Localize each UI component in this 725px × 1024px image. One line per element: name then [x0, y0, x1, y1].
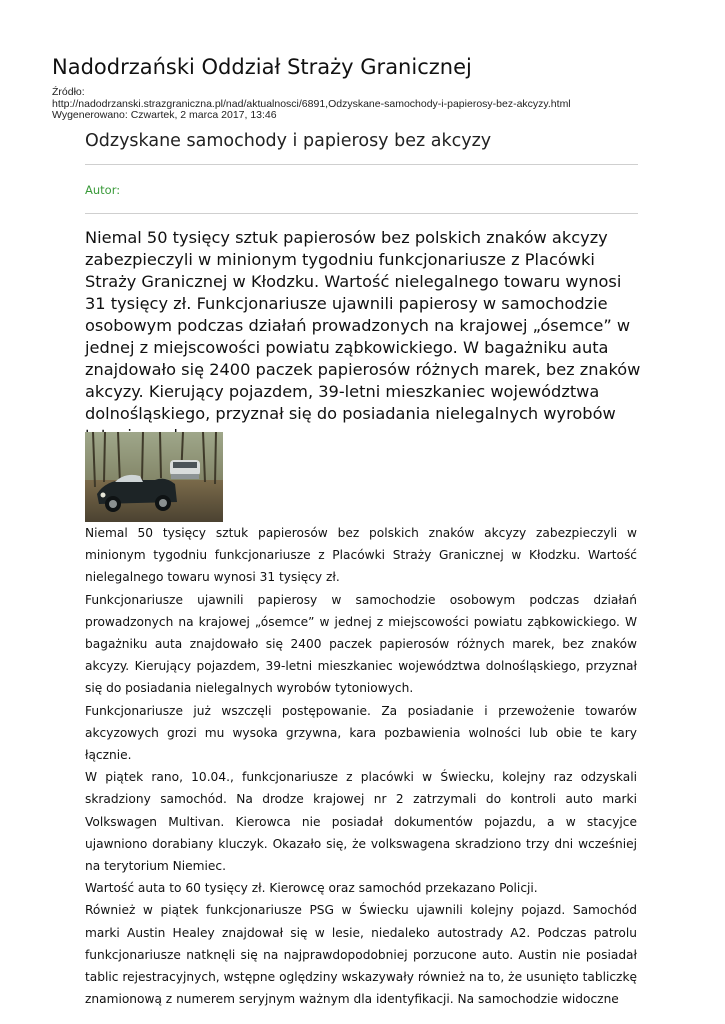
article-paragraph: W piątek rano, 10.04., funkcjonariusze z placówki w Świecku, kolejny raz odzyskali skradziony samochód. Na drodze krajowej nr 2 zatrzymali do kontroli auto marki Volkswagen Multivan. Kierowca nie posiadał dokumentów pojazdu, a w stacyjce ujawniono dorabiany kluczyk. Okazało się, że volkswagena skradziono trzy dni wcześniej na terytorium Niemiec. [85, 770, 637, 874]
article-lead: Niemal 50 tysięcy sztuk papierosów bez polskich znaków akcyzy zabezpieczyli w minionym tygodniu funkcjonariusze z Placówki Straży Granicznej w Kłodzku. Wartość nielegalnego towaru wynosi 31 tysięcy zł. Funkcjonariusze ujawnili papierosy w samochodzie osobowym podczas działań prowadzonych na krajowej „ósemce” w jednej z miejscowości powiatu ząbkowickiego. W bagażniku auta znajdowało się 2400 paczek papierosów różnych marek, bez znaków akcyzy. Kierujący pojazdem, 39-letni mieszkaniec województwa dolnośląskiego, przyznał się do posiadania nielegalnych wyrobów [85, 228, 641, 423]
divider [85, 164, 638, 165]
site-title: Nadodrzański Oddział Straży Granicznej [52, 55, 472, 79]
article-paragraph: Niemal 50 tysięcy sztuk papierosów bez polskich znaków akcyzy zabezpieczyli w minionym tygodniu funkcjonariusze z Placówki Straży Granicznej w Kłodzku. Wartość nielegalnego towaru wynosi 31 tysięcy zł. [85, 526, 637, 585]
source-label: Źródło: [52, 86, 85, 98]
generated-date: Wygenerowano: Czwartek, 2 marca 2017, 13:46 [52, 109, 277, 121]
article-body [85, 522, 637, 1010]
article-paragraph: Funkcjonariusze już wszczęli postępowanie. Za posiadanie i przewożenie towarów akcyzowych grozi mu wysoka grzywna, kara pozbawienia wolności lub obie te kary łącznie. [85, 703, 637, 763]
author-label: Autor: [85, 183, 121, 197]
document-meta [52, 87, 571, 122]
article-paragraph: Również w piątek funkcjonariusze PSG w Świecku ujawnili kolejny pojazd. Samochód marki Austin Healey znajdował się w lesie, niedaleko autostrady A2. Podczas patrolu funkcjonariusze natknęli się na najprawdopodobniej porzucone auto. Austin nie posiadał tablic rejestracyjnych, wstępne oględziny wskazywały również na to, że usunięto tabliczkę znamionową z numerem seryjnym ważnym dla identyfikacji. Na samochodzie widoczne [85, 903, 637, 1007]
article-paragraph: Funkcjonariusze ujawnili papierosy w samochodzie osobowym podczas działań prowadzonych na krajowej „ósemce” w jednej z miejscowości powiatu ząbkowickiego. W bagażniku auta znajdowało się 2400 paczek papierosów różnych marek, bez znaków akcyzy. Kierujący pojazdem, 39-letni mieszkaniec województwa dolnośląskiego, przyznał się do posiadania nielegalnych wyrobów tytoniowych. [85, 592, 637, 696]
article-photo [85, 432, 223, 522]
source-url[interactable]: http://nadodrzanski.strazgraniczna.pl/nad/aktualnosci/6891,Odzyskane-samochody-i-papierosy-bez-akcyzy.html [52, 97, 571, 110]
article-paragraph: Wartość auta to 60 tysięcy zł. Kierowcę oraz samochód przekazano Policji. [85, 881, 538, 896]
article-title: Odzyskane samochody i papierosy bez akcyzy [85, 131, 492, 151]
divider [85, 213, 638, 214]
